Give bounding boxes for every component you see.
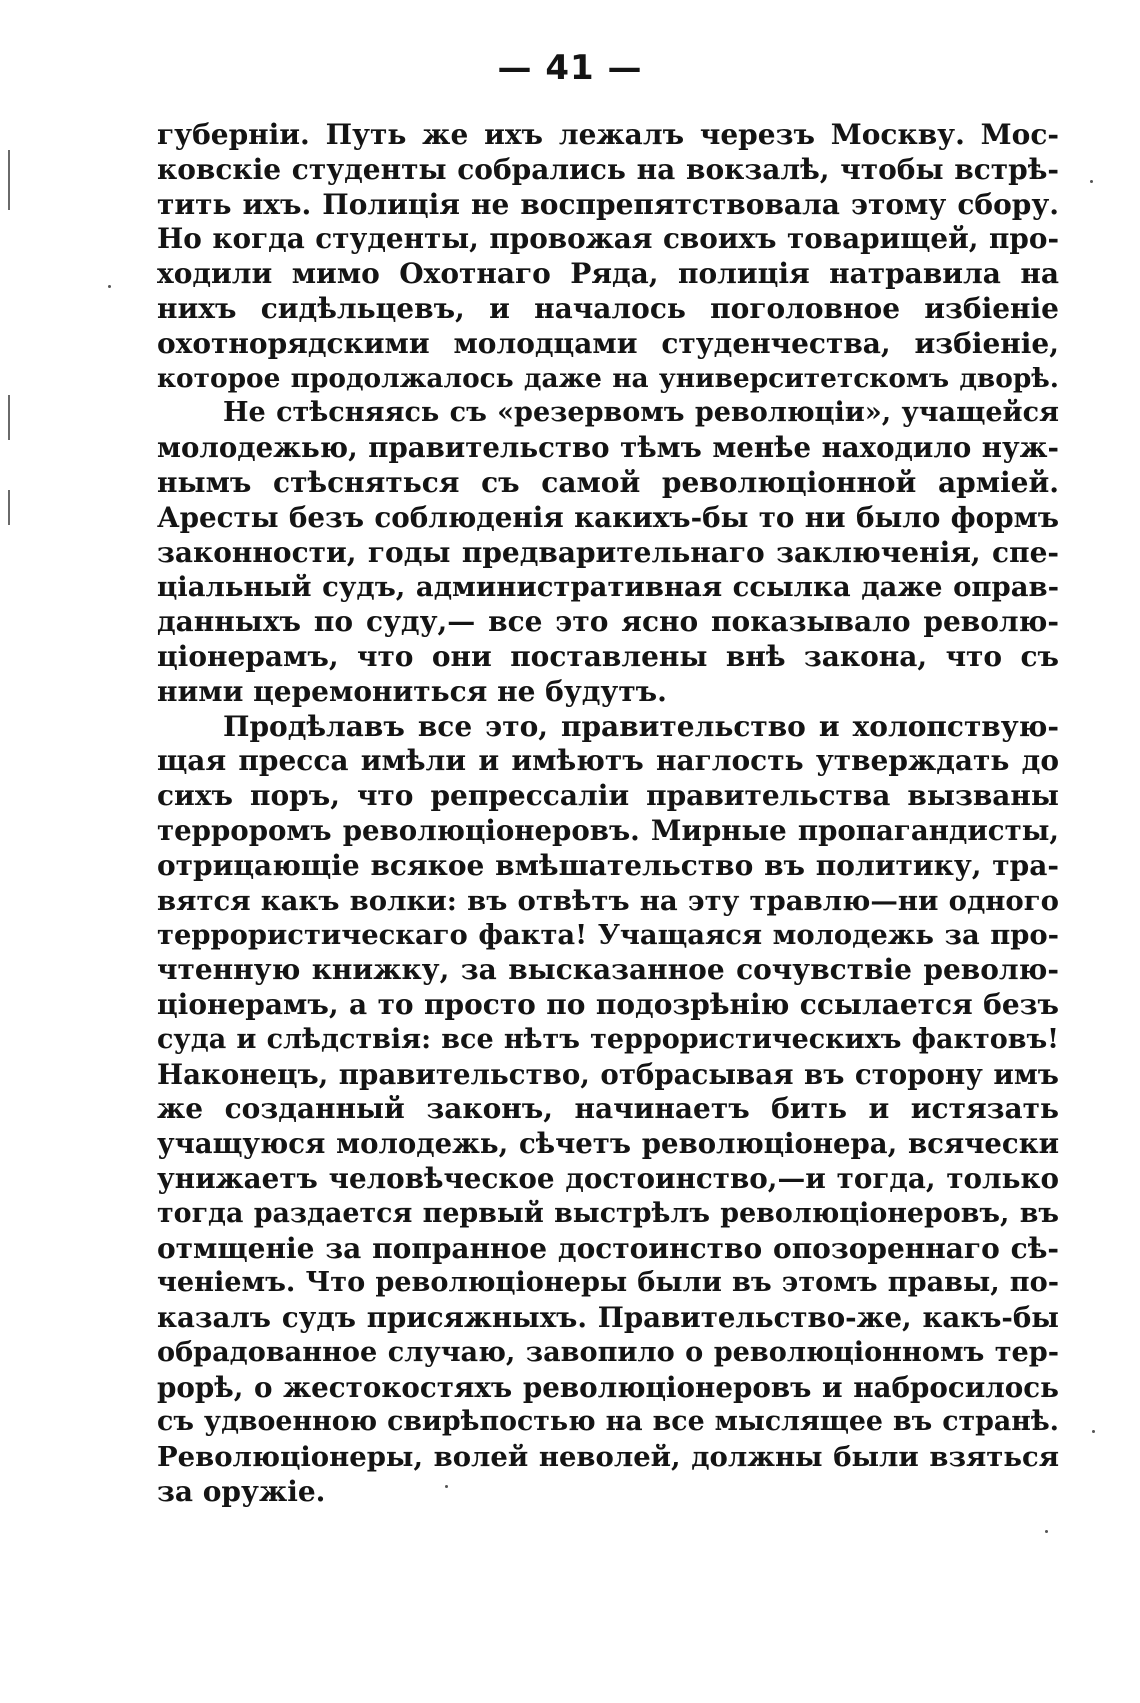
paper-speck: [108, 285, 111, 288]
text-line: нымъ стѣсняться съ самой революціонной арміей.: [157, 465, 1059, 499]
paragraph: [157, 118, 1059, 396]
text-line: молодежью, правительство тѣмъ менѣе находило нуж-: [157, 431, 1059, 465]
text-line: ченіемъ. Что революціонеры были въ этомъ правы, по-: [157, 1267, 1059, 1299]
paper-speck: [1045, 1530, 1048, 1533]
text-line: ходили мимо Охотнаго Ряда, полиція натравила на: [157, 257, 1059, 291]
paragraph: [157, 396, 1059, 709]
text-line: законности, годы предварительнаго заключенія, спе-: [157, 535, 1059, 569]
text-line: вятся какъ волки: въ отвѣтъ на эту травлю—ни одного: [157, 884, 1059, 917]
text-line: чтенную книжку, за высказанное сочувствіе револю-: [157, 953, 1059, 987]
text-line: губерніи. Путь же ихъ лежалъ черезъ Москву. Мос-: [157, 118, 1059, 151]
text-line: отрицающіе всякое вмѣшательство въ политику, тра-: [157, 848, 1059, 882]
text-line: терроромъ революціонеровъ. Мирные пропагандисты,: [157, 813, 1059, 847]
text-line: сихъ поръ, что репрессаліи правительства вызваны: [157, 779, 1059, 813]
text-line: же созданный законъ, начинаетъ бить и истязать: [157, 1092, 1059, 1126]
text-line: ковскіе студенты собрались на вокзалѣ, чтобы встрѣ-: [157, 152, 1059, 186]
margin-rule-mark: [8, 490, 10, 525]
text-line: ціальный судъ, административная ссылка даже оправ-: [157, 571, 1059, 604]
text-line: ціонерамъ, а то просто по подозрѣнію ссылается безъ: [157, 987, 1059, 1021]
text-line: рорѣ, о жестокостяхъ революціонеровъ и набросилось: [157, 1370, 1059, 1404]
text-line: щая пресса имѣли и имѣютъ наглость утверждать до: [157, 744, 1059, 778]
margin-rule-mark: [8, 395, 10, 440]
text-line: Не стѣсняясь съ «резервомъ революціи», учащейся: [223, 397, 1059, 429]
text-line: Продѣлавъ все это, правительство и холопствую-: [223, 709, 1059, 743]
text-line: отмщеніе за попранное достоинство опозореннаго сѣ-: [157, 1231, 1059, 1265]
text-line: Наконецъ, правительство, отбрасывая въ сторону имъ: [157, 1057, 1059, 1091]
text-line: обрадованное случаю, завопило о революціонномъ тер-: [157, 1336, 1059, 1368]
text-line: казалъ судъ присяжныхъ. Правительство-же, какъ-бы: [157, 1301, 1059, 1335]
paper-speck: [1090, 180, 1093, 183]
text-line: террористическаго факта! Учащаяся молодежь за про-: [157, 919, 1059, 952]
text-line: Аресты безъ соблюденія какихъ-бы то ни было формъ: [157, 500, 1059, 534]
text-line: Но когда студенты, провожая своихъ товарищей, про-: [157, 222, 1059, 256]
paper-speck: [1092, 1430, 1095, 1433]
text-line: которое продолжалось даже на университетскомъ дворѣ.: [157, 362, 1059, 394]
text-line: унижаетъ человѣческое достоинство,—и тогда, только: [157, 1161, 1059, 1195]
margin-rule-mark: [8, 150, 10, 210]
text-line: нихъ сидѣльцевъ, и началось поголовное избіеніе: [157, 291, 1059, 325]
text-line: тить ихъ. Полиція не воспрепятствовала этому сбору.: [157, 187, 1059, 221]
text-line: за оружіе.: [157, 1475, 326, 1509]
text-line: данныхъ по суду,— все это ясно показывало револю-: [157, 605, 1059, 639]
text-body: [157, 118, 1059, 1510]
text-line: ціонерамъ, что они поставлены внѣ закона, что съ: [157, 639, 1059, 673]
text-line: тогда раздается первый выстрѣлъ революціонеровъ, въ: [157, 1197, 1059, 1229]
text-line: учащуюся молодежь, сѣчетъ революціонера, всячески: [157, 1128, 1059, 1161]
text-line: Революціонеры, волей неволей, должны были взяться: [157, 1441, 1059, 1474]
paragraph: [157, 710, 1059, 1510]
text-line: съ удвоенною свирѣпостью на все мыслящее въ странѣ.: [157, 1406, 1059, 1438]
text-line: ними церемониться не будутъ.: [157, 674, 667, 708]
text-line: охотнорядскими молодцами студенчества, избіеніе,: [157, 326, 1059, 360]
text-line: суда и слѣдствія: все нѣтъ террористическихъ фактовъ!: [157, 1023, 1059, 1055]
page-number: — 41 —: [497, 48, 643, 88]
